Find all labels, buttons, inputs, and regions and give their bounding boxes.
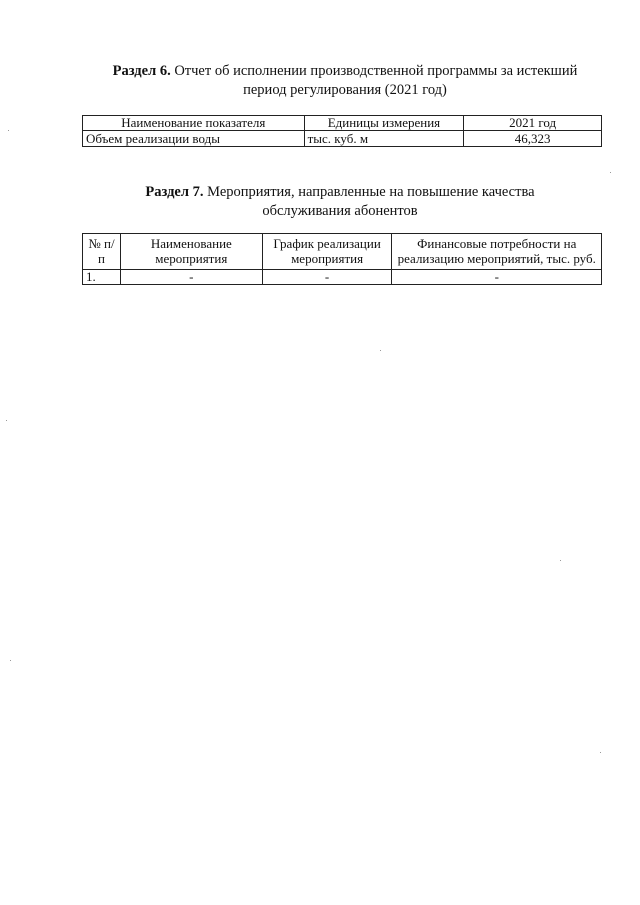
scan-speck: [560, 560, 561, 561]
scan-speck: [610, 172, 611, 173]
section-7-table: [82, 233, 602, 285]
indicator-value: 46,323: [464, 131, 602, 147]
section-7-title: Мероприятия, направленные на повышение качества обслуживания абонентов: [203, 184, 535, 219]
section-6-heading: [90, 62, 600, 100]
section-6-table: [82, 115, 602, 147]
section-7-heading: [110, 183, 570, 221]
column-header-activity: Наименование мероприятия: [120, 234, 262, 270]
section-6-label: Раздел 6.: [112, 63, 171, 79]
section-7-label: Раздел 7.: [145, 184, 204, 200]
section-6-title: Отчет об исполнении производственной программы за истекший период регулирования (2021 год): [170, 63, 578, 98]
indicator-name: Объем реализации воды: [83, 131, 305, 147]
column-header-finance: Финансовые потребности на реализацию мероприятий, тыс. руб.: [392, 234, 602, 270]
scan-speck: [380, 350, 381, 351]
activity-name: -: [120, 270, 262, 285]
column-header-number: № п/п: [83, 234, 121, 270]
column-header-unit: Единицы измерения: [304, 116, 464, 131]
table-header-row: [83, 234, 602, 270]
activity-schedule: -: [262, 270, 392, 285]
column-header-schedule: График реализации мероприятия: [262, 234, 392, 270]
row-number: 1.: [83, 270, 121, 285]
scan-speck: [10, 660, 11, 661]
column-header-indicator: Наименование показателя: [83, 116, 305, 131]
scan-speck: [600, 752, 601, 753]
indicator-unit: тыс. куб. м: [304, 131, 464, 147]
column-header-year: 2021 год: [464, 116, 602, 131]
table-header-row: [83, 116, 602, 131]
scan-speck: [8, 130, 9, 131]
table-row: [83, 131, 602, 147]
table-row: [83, 270, 602, 285]
scan-speck: [6, 420, 7, 421]
activity-finance: -: [392, 270, 602, 285]
